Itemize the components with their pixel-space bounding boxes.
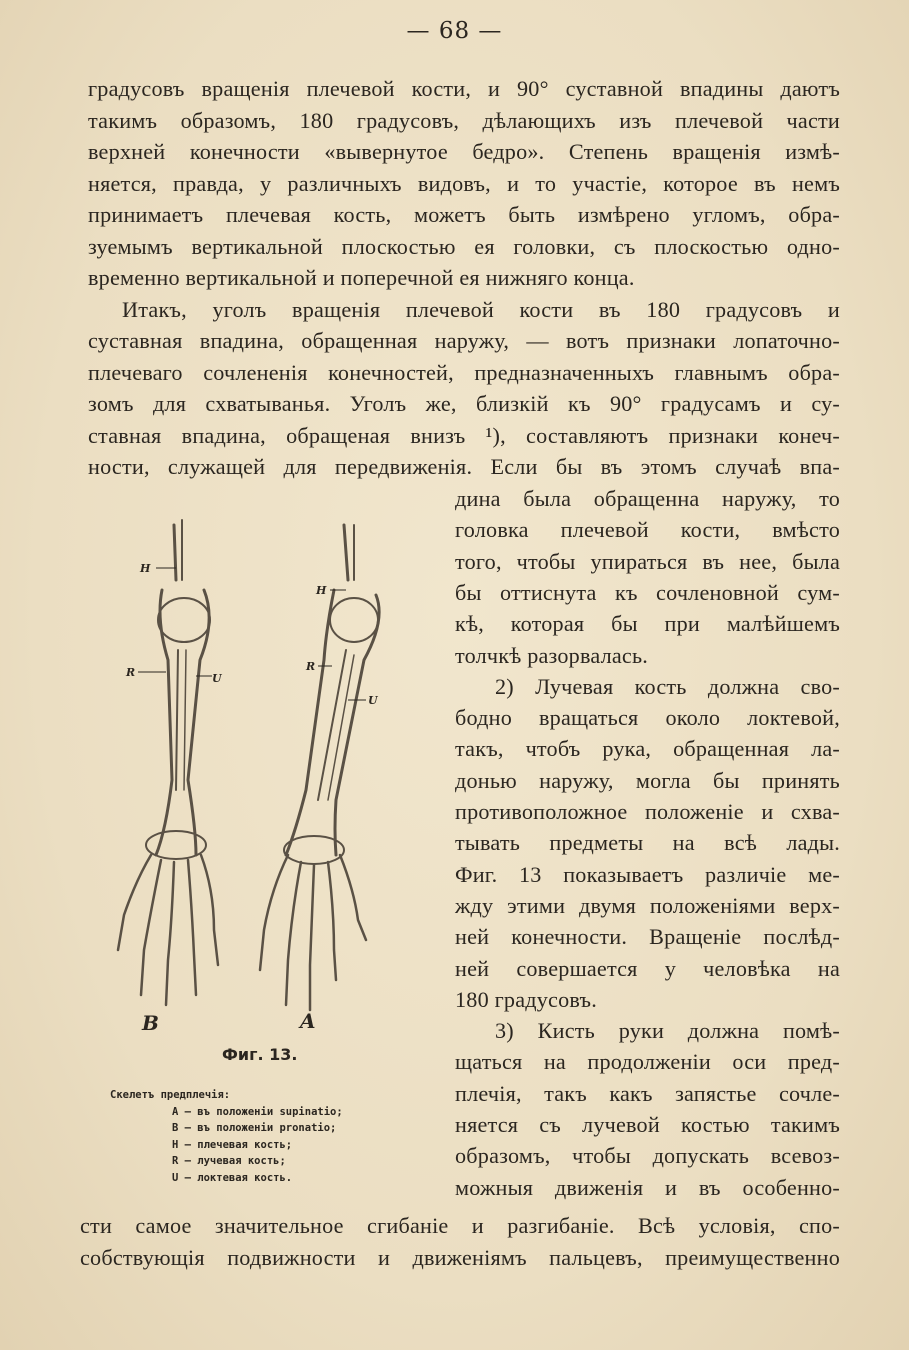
text-line: зомъ для схватыванья. Уголъ же, близкій къ 90° градусамъ и су- (88, 391, 840, 416)
text-line: щаться на продолженіи оси пред- (455, 1049, 840, 1075)
legend-item: A — въ положеніи supinatio; (172, 1105, 343, 1118)
text-line: бы оттиснута къ сочленовной сум- (455, 579, 840, 605)
text-line: суставная впадина, обращенная наружу, — вотъ признаки лопаточно- (88, 328, 840, 353)
figure-caption-title: Фиг. 13. (222, 1045, 298, 1064)
text-line: 2) Лучевая кость должна сво- (495, 673, 840, 699)
mark-u-right: U (368, 694, 378, 707)
mark-u-left: U (212, 672, 222, 685)
mark-r-right: R (306, 660, 316, 673)
text-line: Фиг. 13 показываетъ различіе ме- (455, 861, 840, 887)
label-b: B (142, 1011, 159, 1035)
text-line: принимаетъ плечевая кость, можетъ быть измѣрено угломъ, обра- (88, 202, 840, 227)
figure-legend (110, 1087, 430, 1186)
text-line: 180 градусовъ. (455, 986, 597, 1012)
arm-a-skeleton (260, 525, 379, 1010)
legend-item: U — локтевая кость. (172, 1171, 293, 1184)
text-line: того, чтобы упираться въ нее, была (455, 548, 840, 574)
text-line: ней совершается у человѣка на (455, 955, 840, 981)
text-line: верхней конечности «вывернутое бедро». Степень вращенія измѣ- (88, 139, 840, 164)
page-number: — 68 — (406, 18, 503, 44)
text-line: няется, правда, у различныхъ видовъ, и то участіе, которое въ немъ (88, 170, 840, 196)
text-line: толчкѣ разорвалась. (455, 642, 649, 668)
text-line: 3) Кисть руки должна помѣ- (495, 1018, 840, 1044)
text-line: ней конечности. Вращеніе послѣд- (455, 924, 840, 950)
mark-h-right: H (316, 584, 327, 597)
text-line: няется съ лучевой костью такимъ (455, 1112, 840, 1137)
text-line: бодно вращаться около локтевой, (455, 705, 840, 731)
text-line: Итакъ, уголъ вращенія плечевой кости въ 180 градусовъ и (122, 296, 840, 322)
text-line: тывать предметы на всѣ лады. (455, 830, 840, 856)
legend-item: R — лучевая кость; (172, 1155, 286, 1167)
text-line: ставная впадина, обращеная внизъ ¹), составляютъ признаки конеч- (88, 422, 840, 448)
text-line: донью наружу, могла бы принять (455, 767, 840, 793)
text-line: зуемымъ вертикальной плоскостью ея головки, съ плоскостью одно- (88, 233, 840, 259)
text-line: такимъ образомъ, 180 градусовъ, дѣлающихъ изъ плечевой части (88, 107, 840, 133)
text-line: градусовъ вращенія плечевой кости, и 90° суставной впадины даютъ (88, 76, 840, 101)
legend-heading: Скелетъ предплечія: (110, 1089, 231, 1101)
text-line: образомъ, чтобы допускать всевоз- (455, 1143, 840, 1169)
text-line: плечеваго сочлененія конечностей, предназначенныхъ главнымъ обра- (88, 359, 840, 385)
forearm-skeleton-figure (96, 510, 426, 1040)
mark-h-left: H (140, 562, 151, 575)
text-line: можныя движенія и въ особенно- (455, 1174, 840, 1200)
text-line: жду этими двумя положеніями верх- (455, 892, 840, 918)
text-line: ности, служащей для передвиженія. Если бы въ этомъ случаѣ впа- (88, 454, 840, 479)
text-line: кѣ, которая бы при малѣйшемъ (455, 611, 840, 637)
legend-item: H — плечевая кость; (172, 1138, 293, 1151)
text-line: собствующія подвижности и движеніямъ пальцевъ, преимущественно (80, 1244, 840, 1270)
text-line: временно вертикальной и поперечной ея нижняго конца. (88, 265, 635, 290)
text-line: дина была обращенна наружу, то (455, 486, 840, 511)
text-line: противоположное положеніе и схва- (455, 799, 840, 824)
text-line: такъ, чтобъ рука, обращенная ла- (455, 736, 840, 762)
text-line: сти самое значительное сгибаніе и разгибаніе. Всѣ условія, спо- (80, 1213, 840, 1238)
text-line: плечія, такъ какъ запястье сочле- (455, 1080, 840, 1106)
mark-r-left: R (126, 666, 136, 679)
text-line: головка плечевой кости, вмѣсто (455, 517, 840, 543)
arm-b-skeleton (118, 520, 218, 1005)
label-a: A (300, 1009, 316, 1033)
legend-item: B — въ положеніи pronatio; (172, 1122, 337, 1134)
